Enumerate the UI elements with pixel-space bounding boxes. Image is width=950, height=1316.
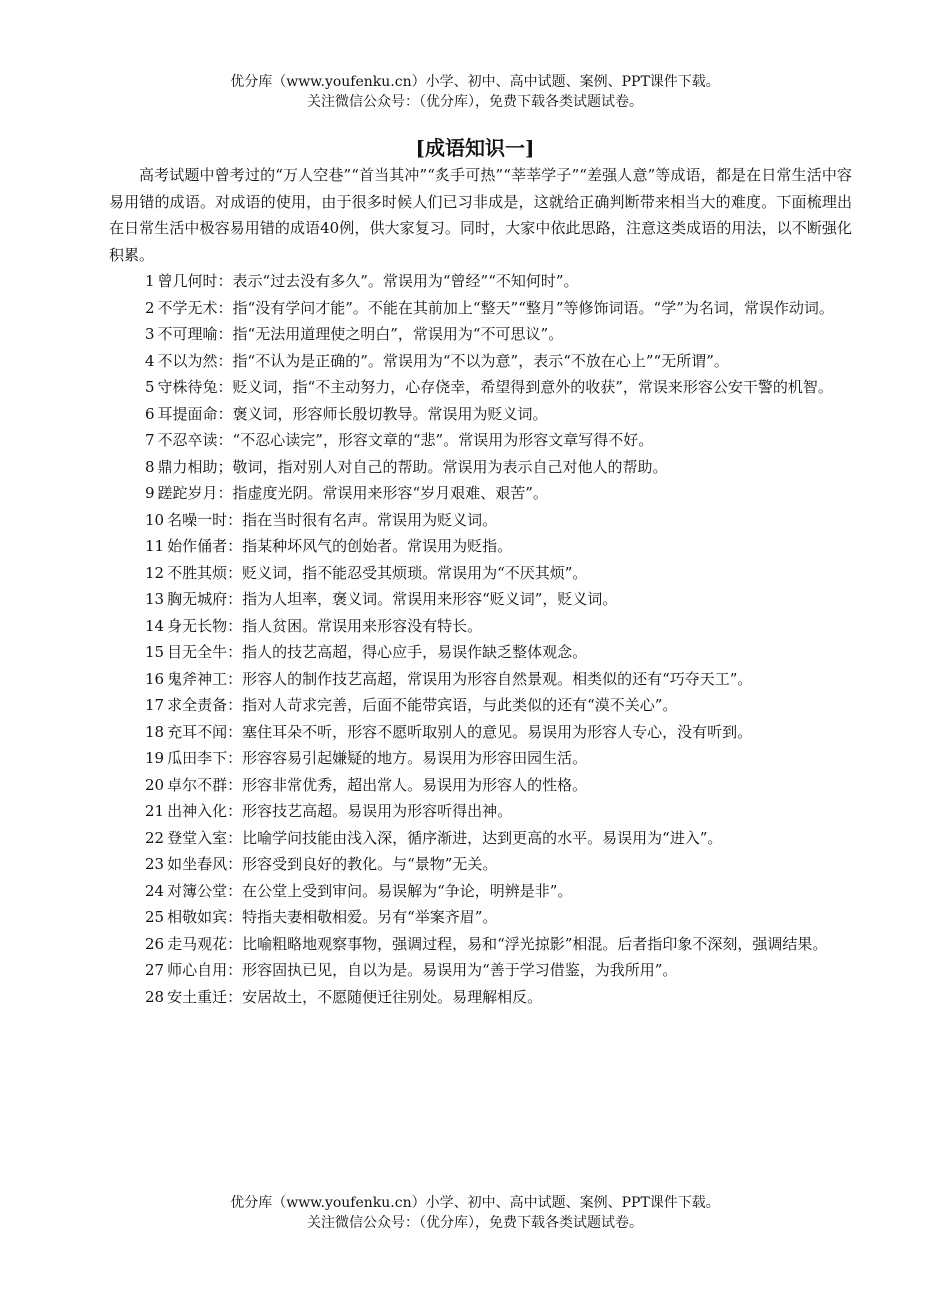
idiom-list bbox=[145, 268, 852, 1010]
list-item bbox=[145, 401, 852, 428]
header-line-1: 优分库（www.youfenku.cn）小学、初中、高中试题、案例、PPT课件下载。 bbox=[230, 74, 720, 90]
list-item bbox=[145, 904, 852, 931]
entry-text: 不可理喻：指“无法用道理使之明白”，常误用为“不可思议”。 bbox=[157, 325, 564, 343]
entry-text: 不胜其烦：贬义词，指不能忍受其烦琐。常误用为“不厌其烦”。 bbox=[167, 563, 588, 582]
entry-number: 12 bbox=[145, 563, 165, 582]
footer-line-1: 优分库（www.youfenku.cn）小学、初中、高中试题、案例、PPT课件下载。 bbox=[230, 1195, 720, 1211]
list-item bbox=[145, 480, 852, 507]
list-item bbox=[145, 560, 852, 587]
entry-text: 如坐春风：形容受到良好的教化。与“景物”无关。 bbox=[167, 855, 498, 873]
entry-number: 13 bbox=[145, 590, 165, 608]
entry-number: 22 bbox=[145, 828, 165, 847]
entry-number: 1 bbox=[145, 272, 155, 290]
list-item bbox=[145, 984, 852, 1011]
entry-text: 安土重迁：安居故土，不愿随便迁往别处。易理解相反。 bbox=[167, 987, 543, 1006]
entry-text: 走马观花：比喻粗略地观察事物，强调过程，易和“浮光掠影”相混。后者指印象不深刻，强调结果。 bbox=[167, 934, 828, 953]
entry-number: 25 bbox=[145, 908, 165, 926]
entry-number: 21 bbox=[145, 802, 165, 820]
entry-number: 4 bbox=[145, 351, 155, 370]
entry-number: 6 bbox=[145, 404, 155, 423]
page-footer bbox=[0, 1193, 950, 1233]
entry-text: 师心自用：形容固执已见，自以为是。易误用为“善于学习借鉴，为我所用”。 bbox=[167, 961, 678, 979]
list-item bbox=[145, 348, 852, 375]
entry-text: 不学无术：指“没有学问才能”。不能在其前加上“整天”“整月”等修饰词语。“学”为名词，常误作动词。 bbox=[157, 298, 834, 317]
list-item bbox=[145, 586, 852, 613]
entry-number: 26 bbox=[145, 934, 165, 953]
entry-number: 7 bbox=[145, 431, 155, 449]
list-item bbox=[145, 268, 852, 295]
entry-number: 18 bbox=[145, 722, 165, 741]
entry-text: 对簿公堂：在公堂上受到审问。易误解为“争论，明辨是非”。 bbox=[167, 881, 573, 900]
entry-number: 11 bbox=[145, 537, 165, 555]
entry-number: 5 bbox=[145, 378, 155, 396]
list-item bbox=[145, 798, 852, 825]
list-item bbox=[145, 295, 852, 322]
entry-text: 登堂入室：比喻学问技能由浅入深，循序渐进，达到更高的水平。易误用为“进入”。 bbox=[167, 828, 723, 847]
list-item bbox=[145, 772, 852, 799]
entry-number: 19 bbox=[145, 749, 165, 767]
entry-text: 鼎力相助；敬词，指对别人对自己的帮助。常误用为表示自己对他人的帮助。 bbox=[157, 457, 668, 476]
footer-line-2: 关注微信公众号：（优分库），免费下载各类试题试卷。 bbox=[307, 1215, 643, 1231]
header-line-2: 关注微信公众号：（优分库），免费下载各类试题试卷。 bbox=[307, 94, 643, 110]
list-item bbox=[145, 851, 852, 878]
entry-number: 17 bbox=[145, 696, 165, 714]
list-item bbox=[145, 719, 852, 746]
entry-text: 目无全牛：指人的技艺高超，得心应手，易误作缺乏整体观念。 bbox=[167, 643, 588, 661]
entry-text: 卓尔不群：形容非常优秀，超出常人。易误用为形容人的性格。 bbox=[167, 775, 588, 794]
list-item bbox=[145, 878, 852, 905]
entry-number: 28 bbox=[145, 987, 165, 1006]
list-item bbox=[145, 374, 852, 401]
list-item bbox=[145, 639, 852, 666]
intro-paragraph: 高考试题中曾考过的“万人空巷”“首当其冲”“炙手可热”“莘莘学子”“差强人意”等成语，都是在日常生活中容易用错的成语。对成语的使用，由于很多时候人们已习非成是，这就给正确判断带来相当大的难度。下面梳理出在日常生活中极容易用错的成语40例，供大家复习。同时，大家中依此思路，注意这类成语的用法，以不断强化积累。 bbox=[109, 166, 852, 264]
list-item bbox=[145, 931, 852, 958]
list-item bbox=[145, 957, 852, 984]
entry-text: 胸无城府：指为人坦率，褒义词。常误用来形容“贬义词”，贬义词。 bbox=[167, 590, 618, 608]
list-item bbox=[145, 533, 852, 560]
list-item bbox=[145, 427, 852, 454]
entry-text: 充耳不闻：塞住耳朵不听，形容不愿听取别人的意见。易误用为形容人专心，没有听到。 bbox=[167, 722, 753, 741]
list-item bbox=[145, 825, 852, 852]
page-header bbox=[0, 72, 950, 112]
entry-number: 15 bbox=[145, 643, 165, 661]
entry-number: 8 bbox=[145, 457, 155, 476]
entry-text: 出神入化：形容技艺高超。易误用为形容听得出神。 bbox=[167, 802, 513, 820]
entry-text: 蹉跎岁月：指虚度光阴。常误用来形容“岁月艰难、艰苦”。 bbox=[157, 484, 548, 502]
entry-number: 10 bbox=[145, 510, 165, 529]
entry-text: 名噪一时：指在当时很有名声。常误用为贬义词。 bbox=[167, 510, 498, 529]
entry-text: 守株待兔：贬义词，指“不主动努力，心存侥幸，希望得到意外的收获”，常误来形容公安干警的机智。 bbox=[157, 378, 833, 396]
list-item bbox=[145, 666, 852, 693]
entry-text: 求全责备：指对人苛求完善，后面不能带宾语，与此类似的还有“漠不关心”。 bbox=[167, 696, 678, 714]
list-item bbox=[145, 507, 852, 534]
page-title: [成语知识一] bbox=[415, 136, 535, 160]
entry-text: 不忍卒读：“不忍心读完”，形容文章的“悲”。常误用为形容文章写得不好。 bbox=[157, 431, 654, 449]
entry-number: 3 bbox=[145, 325, 155, 343]
list-item bbox=[145, 692, 852, 719]
entry-text: 相敬如宾：特指夫妻相敬相爱。另有“举案齐眉”。 bbox=[167, 908, 498, 926]
entry-number: 23 bbox=[145, 855, 165, 873]
entry-text: 身无长物：指人贫困。常误用来形容没有特长。 bbox=[167, 616, 483, 635]
entry-number: 2 bbox=[145, 298, 155, 317]
entry-text: 瓜田李下：形容容易引起嫌疑的地方。易误用为形容田园生活。 bbox=[167, 749, 588, 767]
entry-number: 9 bbox=[145, 484, 155, 502]
list-item bbox=[145, 745, 852, 772]
entry-number: 16 bbox=[145, 669, 165, 688]
entry-number: 14 bbox=[145, 616, 165, 635]
entry-text: 不以为然：指“不认为是正确的”。常误用为“不以为意”，表示“不放在心上”“无所谓”。 bbox=[157, 351, 729, 370]
entry-number: 20 bbox=[145, 775, 165, 794]
entry-number: 24 bbox=[145, 881, 165, 900]
list-item bbox=[145, 454, 852, 481]
entry-text: 鬼斧神工：形容人的制作技艺高超，常误用为形容自然景观。相类似的还有“巧夺天工”。 bbox=[167, 669, 753, 688]
entry-text: 耳提面命：褒义词，形容师长殷切教导。常误用为贬义词。 bbox=[157, 404, 548, 423]
entry-text: 始作俑者：指某种坏风气的创始者。常误用为贬指。 bbox=[167, 537, 513, 555]
entry-text: 曾几何时：表示“过去没有多久”。常误用为“曾经”“不知何时”。 bbox=[157, 272, 579, 290]
list-item bbox=[145, 613, 852, 640]
entry-number: 27 bbox=[145, 961, 165, 979]
list-item bbox=[145, 321, 852, 348]
